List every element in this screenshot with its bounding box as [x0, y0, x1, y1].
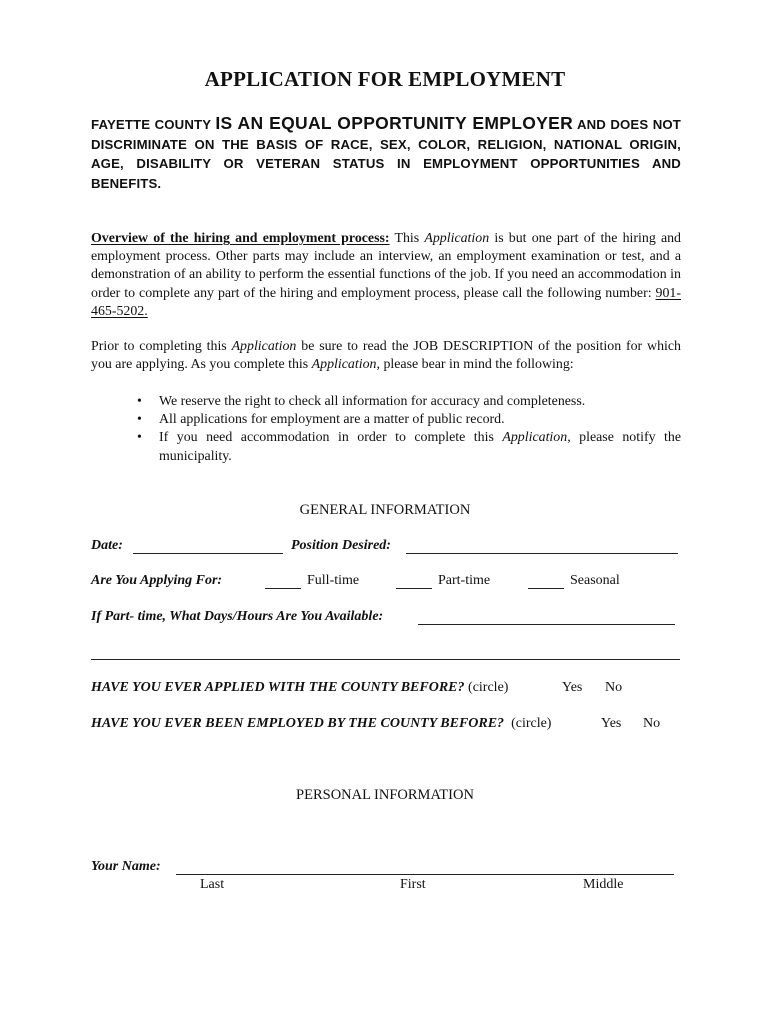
list-item-text: If you need accommodation in order to complete this	[159, 430, 503, 446]
list-item	[137, 429, 681, 465]
overview-text-2: is but one part of the hiring and employment process. Other parts may include an interview, an employment examination or test, and a demonstration of an ability to perform the essential functions of the job. If you need an accommodation in order to complete any part of the hiring and employment process, please call the following number:	[91, 231, 681, 301]
overview-heading: Overview of the hiring and employment process:	[91, 231, 390, 246]
employed-before-circle-note: (circle)	[511, 716, 552, 731]
eoe-part2: IS AN EQUAL OPPORTUNITY EMPLOYER	[215, 113, 574, 133]
eoe-part3: AND DOES NOT DISCRIMINATE ON THE BASIS OF RACE, SEX, COLOR, RELIGION, NATIONAL ORIGIN, AGE, DISABILITY OR VETERAN STATUS IN EMPLOYMENT OPPORTUNITIES AND BENEFITS.	[91, 117, 681, 191]
date-label: Date:	[91, 538, 123, 553]
parttime-availability-field-continued[interactable]	[91, 659, 680, 660]
prior-paragraph	[91, 338, 681, 374]
overview-text-1: This	[389, 231, 425, 246]
employed-before-text: HAVE YOU EVER BEEN EMPLOYED BY THE COUNTY BEFORE?	[91, 716, 505, 731]
date-field[interactable]	[133, 553, 283, 554]
prior-text-3: , please bear in mind the following:	[376, 357, 574, 373]
middle-name-caption: Middle	[583, 877, 624, 892]
personal-information-heading: PERSONAL INFORMATION	[296, 787, 474, 803]
accommodation-phone-number: 901-465-5202.	[91, 285, 681, 319]
applying-for-label: Are You Applying For:	[91, 573, 223, 588]
bullet-icon: •	[137, 430, 142, 446]
general-information-heading: GENERAL INFORMATION	[299, 502, 471, 518]
employed-before-question	[91, 716, 551, 732]
seasonal-blank[interactable]	[528, 588, 564, 589]
seasonal-option: Seasonal	[570, 573, 620, 588]
parttime-option: Part-time	[438, 573, 491, 588]
list-item-text-end: , please notify the municipality.	[159, 430, 681, 464]
list-item-application-word: Application	[502, 430, 568, 446]
overview-paragraph	[91, 230, 681, 321]
page-title: APPLICATION FOR EMPLOYMENT	[204, 67, 566, 91]
fulltime-option: Full-time	[307, 573, 360, 588]
eoe-part1: FAYETTE COUNTY	[91, 117, 216, 132]
applied-before-question	[91, 680, 508, 696]
list-item	[137, 411, 681, 429]
prior-application-word-1: Application	[231, 339, 297, 354]
overview-application-word: Application	[424, 231, 490, 246]
prior-application-word-2: Application	[311, 357, 377, 373]
parttime-blank[interactable]	[396, 588, 432, 589]
reminder-list	[137, 393, 681, 466]
applied-before-no[interactable]: No	[605, 680, 623, 695]
parttime-availability-field[interactable]	[418, 624, 675, 625]
list-item	[137, 393, 681, 411]
your-name-label: Your Name:	[91, 859, 161, 874]
applied-before-circle-note: (circle)	[468, 680, 509, 695]
position-desired-field[interactable]	[406, 553, 678, 554]
list-item-text: We reserve the right to check all information for accuracy and completeness.	[159, 394, 586, 409]
equal-opportunity-statement	[91, 114, 681, 193]
first-name-caption: First	[400, 877, 426, 892]
list-item-text: All applications for employment are a matter of public record.	[159, 412, 505, 428]
last-name-caption: Last	[200, 877, 225, 892]
bullet-icon: •	[137, 412, 142, 428]
applied-before-yes[interactable]: Yes	[562, 680, 583, 695]
employed-before-no[interactable]: No	[643, 716, 661, 731]
fulltime-blank[interactable]	[265, 588, 301, 589]
prior-text-2: be sure to read the JOB DESCRIPTION of the position for which you are applying. As you complete this	[91, 339, 681, 373]
applied-before-text: HAVE YOU EVER APPLIED WITH THE COUNTY BEFORE?	[91, 680, 465, 695]
employed-before-yes[interactable]: Yes	[601, 716, 622, 731]
your-name-field[interactable]	[176, 874, 674, 875]
prior-text-1: Prior to completing this	[91, 339, 232, 354]
bullet-icon: •	[137, 394, 142, 409]
position-desired-label: Position Desired:	[291, 538, 391, 553]
parttime-availability-label: If Part- time, What Days/Hours Are You Available:	[91, 609, 384, 624]
